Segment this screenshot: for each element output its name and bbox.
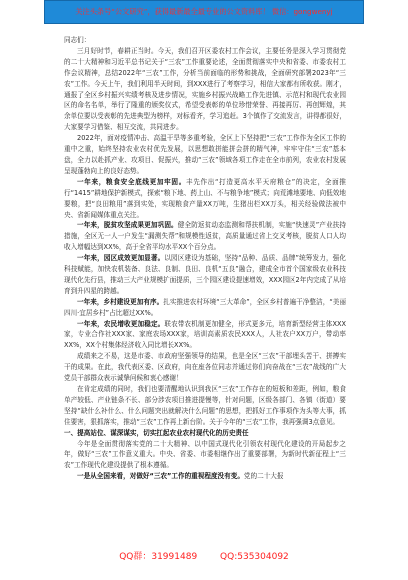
paragraph-text: 扎实推进农村环境“三大革命”，全区乡村普遍干净整洁，“美丽四川·宜居乡村”占比超过XX%。: [64, 297, 346, 317]
paragraph: [64, 46, 346, 133]
promo-banner-tail: [346, 0, 364, 24]
document-body: [64, 35, 346, 543]
qq-number-text: QQ:535304092: [220, 552, 289, 562]
paragraph: [64, 177, 346, 221]
greeting: 同志们：: [64, 36, 91, 44]
paragraph: [64, 133, 346, 177]
paragraph-text: 以园区建设为基础，坚持“品种、品质、品牌”统筹发力，强化科技赋能，加快农机装备、良法、良制、良田、良机“五良”融合，建成全市首个国家级农业科技现代化先行县，推动三大产业规模扩面提质，三个园区建设提速增效，XXX园区2年内完成了从培育到升四星的跨越。: [64, 254, 346, 295]
paragraph-text: 今年是全面贯彻落实党的二十大精神、以中国式现代化引领农村现代化建设的开局起步之年，做好“三农”工作意义重大。中央、省委、市委相继作出了重要部署，为新时代新征程上“三农”工作现代化建设提供了根本遵循。: [64, 439, 346, 470]
paragraph: [64, 253, 346, 297]
paragraph-lead: 一年来，农民增收更加稳定。: [77, 319, 165, 328]
paragraph-list: [64, 46, 346, 482]
paragraph: [64, 439, 346, 472]
paragraph-text: 联农带农机制更加健全，形式更多元，培育新型经营主体XXX家，专业合作社XXX家、家庭农场XXX家，培训高素质农民XXX人，人社农户XX万户，带动率XX%，XX个村集体经济收入同比增长XX%。: [64, 319, 346, 350]
paragraph-lead: 一是从全国来看，对做好“三农”工作的重视程度没有变。: [77, 472, 244, 481]
paragraph: [64, 351, 346, 384]
paragraph-text: 党的二十大报: [243, 472, 284, 481]
paragraph-lead: 一、提高站位、谋深谋实，切实扛起农业农村现代化的历史责任: [64, 428, 249, 437]
paragraph-text: 丰先作出“打造更高水平天府粮仓”的决定，全面推行“1415”耕地保护新模式，探索“粮下地、药上山、不与粮争地”模式；向荒滩地要地、向低效地要粮，把“良田粮用”落到实处，实现粮食产量XX万吨，生猪出栏XX万头，相关经验做法被中央、省新闻媒体重点关注。: [64, 177, 346, 219]
paragraph-lead: 一年来，园区成效更加显著。: [77, 254, 165, 263]
paragraph: [64, 220, 346, 253]
paragraph-lead: 一年来，乡村建设更加有序。: [77, 297, 164, 306]
qq-group-text: QQ群：31991489: [119, 552, 198, 562]
paragraph-text: 三月好时节，春耕正当时。今天，我们召开区委农村工作会议，主要任务是深入学习贯彻党的二十大精神和习近平总书记关于“三农”工作重要论述，全面贯彻落实中央和省委、市委农村工作会议精神，总结2022年“三农”工作，分析当前面临的形势和挑战，全面研究部署2023年“三农”工作。今天上午，我们利用半天时间，到XXX进行了考察学习，相信大家都有所收获。刚才，通报了全区乡村振兴实绩考核及进步情况，实施乡村振兴战略工作先进镇、示范村和现代农业园区的命名名单，举行了隆重的颁奖仪式，希望受表彰的单位珍惜荣誉、再接再厉、再创辉煌，其余单位要以受表彰的先进典型为榜样，对标看齐，学习追赶。3个镇作了交流发言，讲得都很好，大家要学习借鉴、相互交流，共同进步。: [64, 46, 346, 132]
paragraph: [64, 384, 346, 428]
paragraph: [64, 471, 346, 482]
paragraph-text: 2022年，面对疫情冲击、高温干旱等多重考验，全区上下坚持把“三农”工作作为全区工作的重中之重，始终坚持农业农村优先发展，以思想敢拼能拼会拼的精气神，牢牢守住“三农”基本盘，全力以赴抓产业、攻项目、促振兴，推动“三农”领域各项工作走在全市前列，农业农村发展呈现蓬勃向上的良好态势。: [64, 134, 346, 175]
paragraph-lead: 一年来，脱贫攻坚成果更加巩固。: [77, 221, 178, 230]
paragraph-text: 健全防返贫动态监测和帮扶机制，实施“快速灵”产业扶持措施，全区无一人一户发生“漏测失帮”和规模性返贫，高质量通过省上交叉考核，脱贫人口人均收入增幅达到XX%，高于全省平均水平XX个百分点。: [64, 221, 346, 252]
paragraph-text: 成绩来之不易，这是市委、市政府坚强领导的结果，也是全区“三农”干部埋头苦干、拼搏实干的成果。在此，我代表区委、区政府，向在座各位同志并通过你们向奋战在“三农”战线的广大党员干部群众表示诚挚问候和衷心感谢！: [64, 352, 346, 383]
paragraph: [64, 297, 346, 319]
promo-banner[interactable]: 关注头条号“公文研究”，获得最新最全最专业的公文资料库！ 微信：gongwenyj: [44, 0, 364, 24]
section-heading: [64, 428, 346, 439]
paragraph: [64, 319, 346, 352]
contact-footer: [0, 549, 408, 567]
paragraph-text: 在肯定成绩的同时，我们也要清醒地认识到我区“三农”工作存在的短板和差距，例如，粮食单产较低、产业链条不长、部分涉农项目推进提慢等，针对问题，区级各部门、各镇（街道）要坚持“缺什么补什么、什么问题突出就解决什么问题”的思想，把抓好工作事项作为头等大事，抓住要害，狠抓落实，推动“三农”工作再上新台阶。关于今年的“三农”工作，我再强调3点意见。: [64, 385, 346, 426]
paragraph-lead: 一年来，粮食安全底线更加牢固。: [77, 177, 186, 186]
